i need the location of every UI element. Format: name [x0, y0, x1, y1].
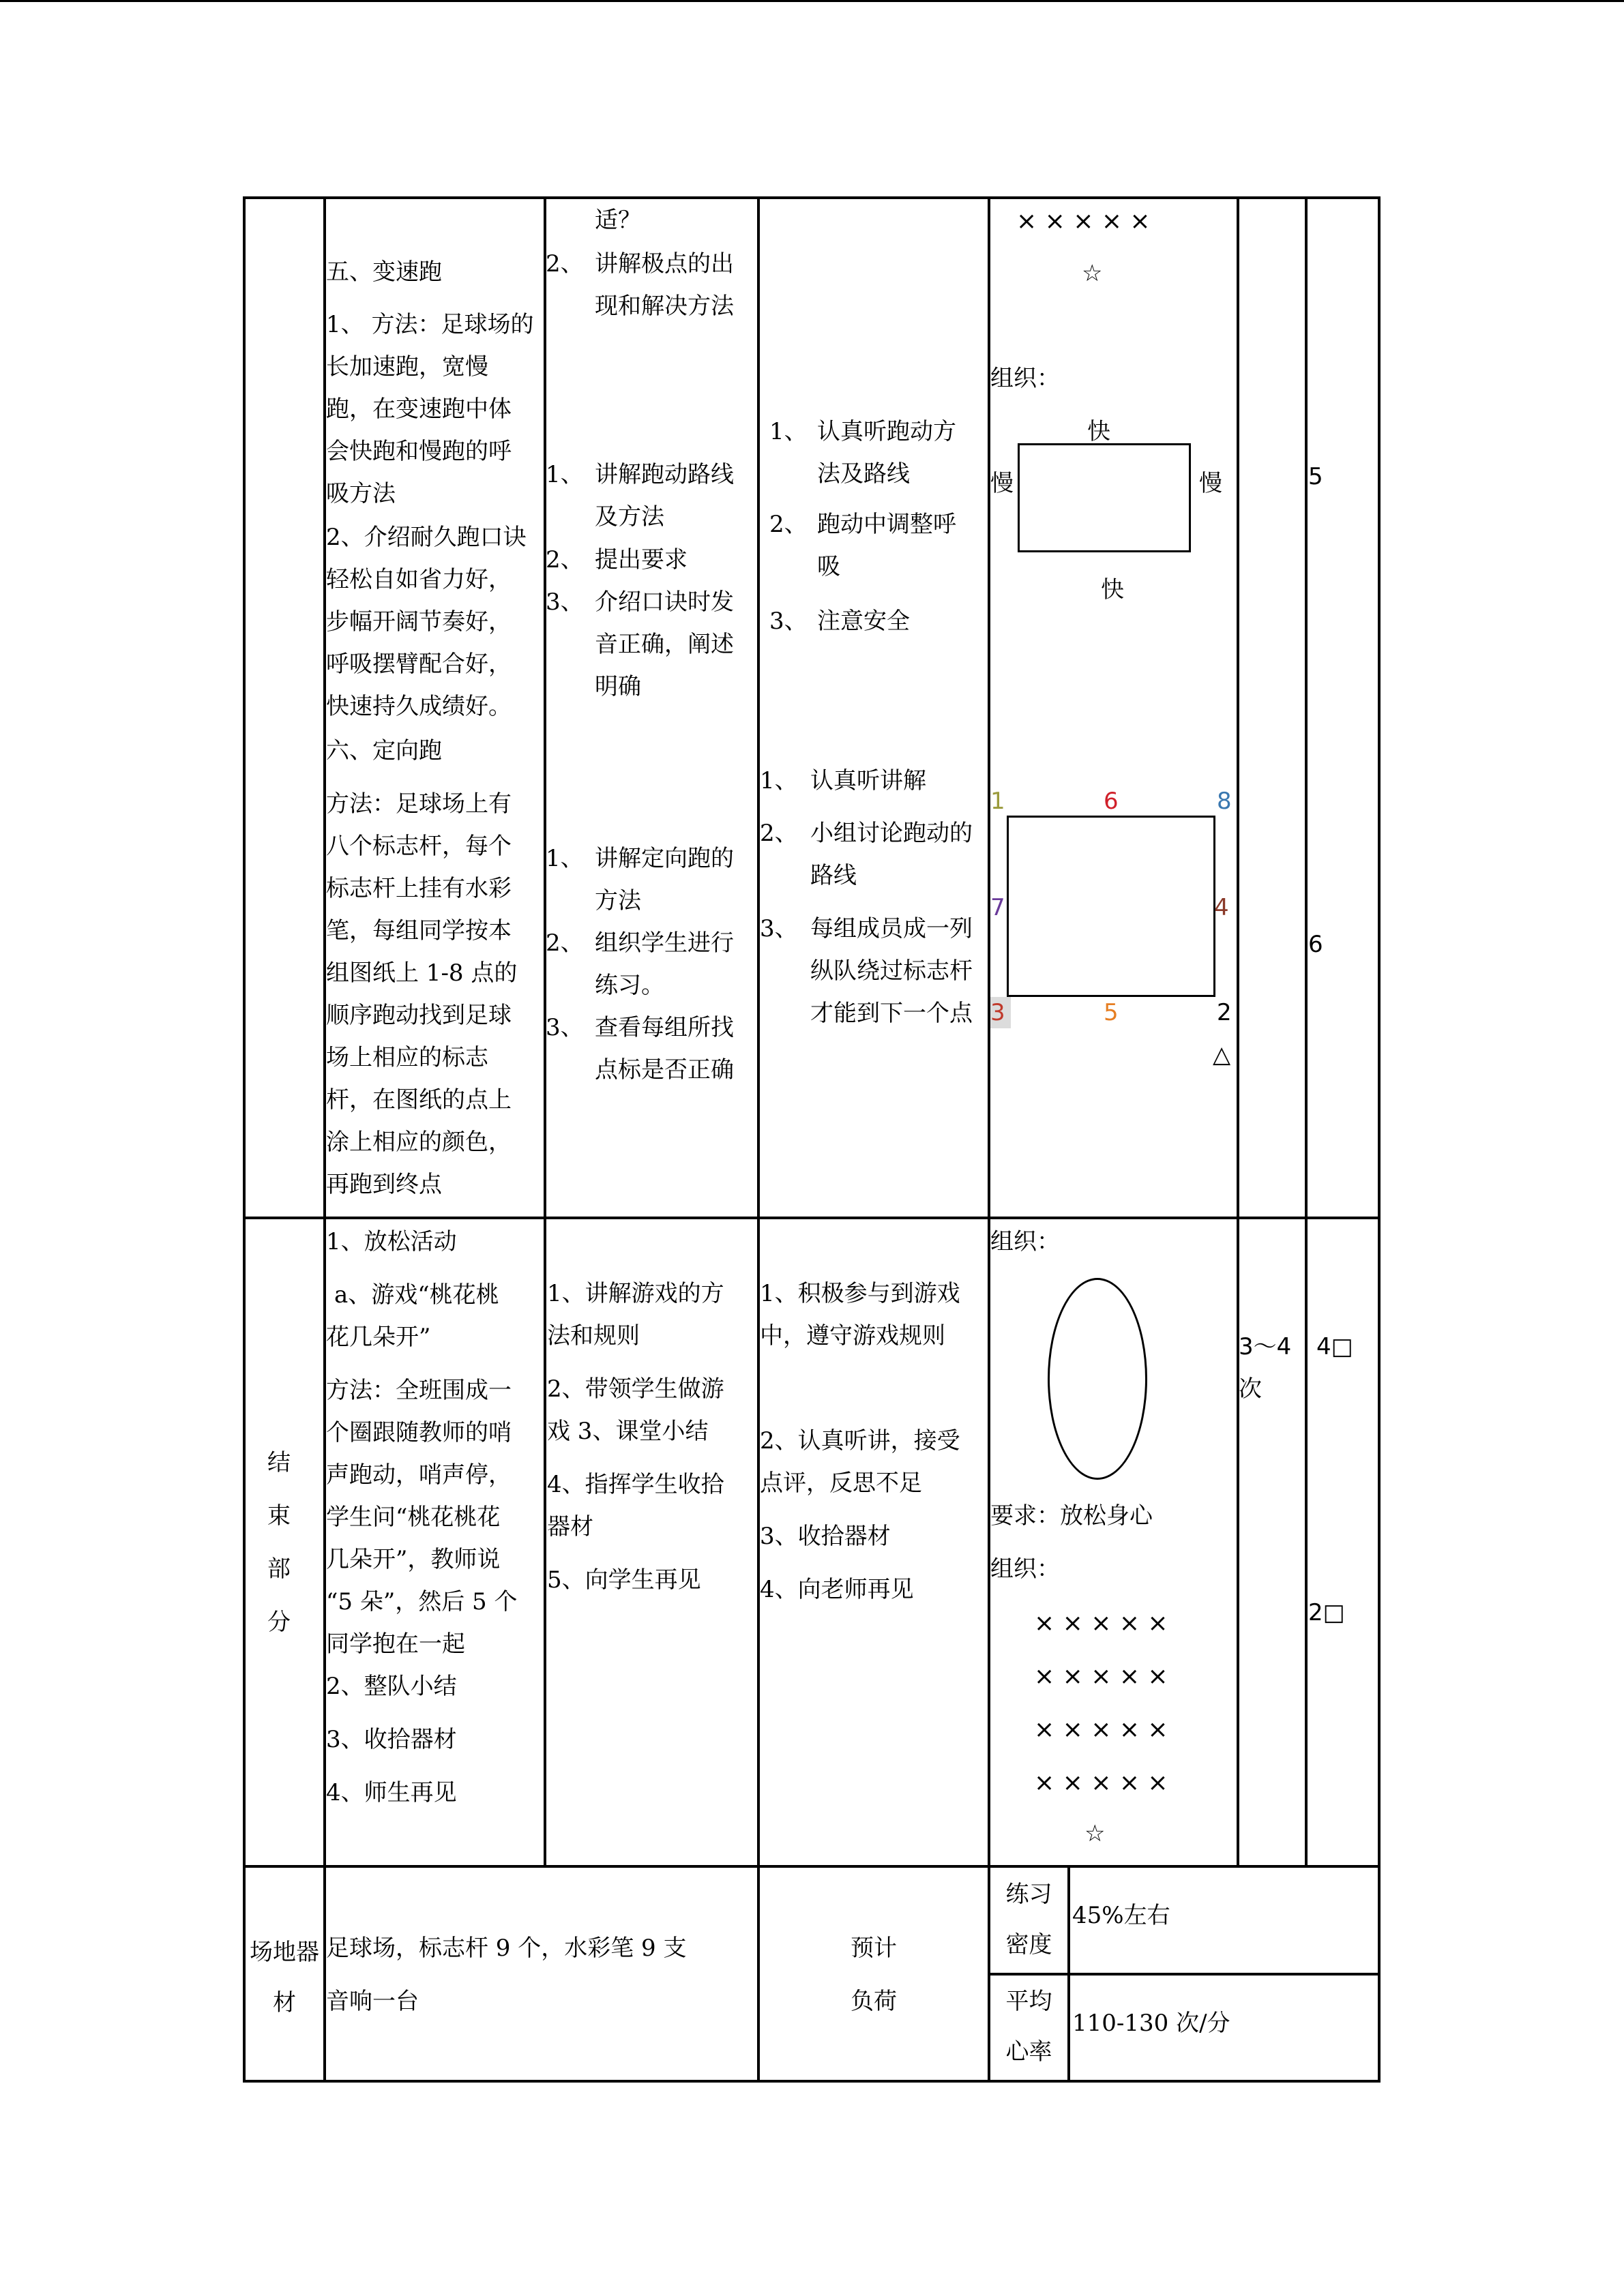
table-border-top	[243, 196, 1381, 199]
table-border-right	[1378, 196, 1381, 2083]
student-item-text: 注意安全	[817, 608, 910, 635]
equipment-list: 足球场，标志杆 9 个，水彩笔 9 支 音响一台	[326, 1935, 687, 2015]
duration-value: 4□	[1316, 1333, 1353, 1360]
practice-density-label: 练习 密度	[1005, 1881, 1052, 1958]
continued-text: 适？	[595, 207, 641, 234]
orienteering-method: 方法：足球场上有 八个标志杆，每个 标志杆上挂有水彩 笔，每组同学按本 组图纸上 1-8 点的 顺序跑动找到足球 场上相应的标志 杆，在图纸的点上 涂上相应的颜色， 再跑到终点	[326, 790, 518, 1198]
section-title-orienteering: 六、定向跑	[326, 737, 442, 764]
marker-point-7: 7	[990, 894, 1005, 921]
student-formation-row: × × × × ×	[1034, 1769, 1168, 1797]
student-item-number: 3、	[769, 608, 808, 635]
marker-point-8: 8	[1217, 788, 1232, 815]
col-divider	[1305, 196, 1308, 1866]
heart-rate-label: 平均 心率	[1005, 1988, 1052, 2066]
label-fast-top: 快	[1087, 418, 1110, 445]
organization-label: 组织：	[990, 365, 1060, 392]
student-formation-row: × × × × ×	[1016, 207, 1151, 235]
table-border-left	[243, 196, 246, 2083]
student-item-text: 小组讨论跑动的 路线	[810, 820, 973, 889]
col-divider	[757, 196, 760, 2083]
student-item-number: 2、	[760, 820, 798, 847]
teacher-item-text: 组织学生进行 练习。	[595, 929, 734, 999]
ending-teacher-activities: 1、讲解游戏的方 法和规则 2、带领学生做游 戏 3、课堂小结 4、指挥学生收拾 器材 5、向学生再见	[547, 1280, 724, 1594]
marker-point-1: 1	[990, 788, 1005, 815]
row-divider	[243, 1217, 1381, 1219]
student-formation-row: × × × × ×	[1034, 1716, 1168, 1744]
teacher-item-text: 讲解定向跑的 方法	[595, 845, 734, 914]
expected-load-label: 预计 负荷	[851, 1935, 897, 2015]
organization-label: 组织：	[990, 1555, 1060, 1583]
student-formation-row: × × × × ×	[1034, 1663, 1168, 1690]
teacher-item-number: 1、	[546, 461, 584, 488]
teacher-item-text: 讲解极点的出 现和解决方法	[595, 250, 734, 320]
student-item-text: 认真听讲解	[810, 767, 926, 794]
label-slow-right: 慢	[1199, 470, 1222, 497]
label-slow-left: 慢	[990, 470, 1014, 497]
teacher-item-number: 2、	[546, 250, 584, 278]
ending-content: 1、放松活动 a、游戏“桃花桃 花几朵开” 方法：全班围成一 个圈跟随教师的哨 声跑动，哨声停， 学生问“桃花桃花 几朵开”，教师说 “5 朵”，然后 5 个 同学抱在一起 2、整队小结 3、收拾器材 4、师生再见	[326, 1228, 518, 1806]
marker-point-3: 3	[990, 997, 1011, 1028]
heart-rate-value: 110-130 次/分	[1072, 2010, 1230, 2037]
organization-label: 组织：	[990, 1228, 1060, 1255]
section-label-ending: 结 束 部 分	[267, 1449, 291, 1636]
student-item-text: 每组成员成一列 纵队绕过标志杆 才能到下一个点	[810, 915, 973, 1027]
col-divider	[1237, 196, 1239, 1866]
variable-run-method: 1、 方法：足球场的 长加速跑，宽慢 跑，在变速跑中体 会快跑和慢跑的呼 吸方法	[326, 311, 534, 507]
teacher-item-text: 查看每组所找 点标是否正确	[595, 1014, 734, 1084]
student-item-number: 1、	[769, 418, 808, 445]
teacher-star-icon: ☆	[1082, 260, 1103, 287]
row-divider	[243, 1865, 1381, 1868]
endurance-run-mnemonic: 2、介绍耐久跑口诀 轻松自如省力好， 步幅开阔节奏好， 呼吸摆臂配合好， 快速持久成绩好。	[326, 524, 527, 720]
teacher-item-number: 3、	[546, 588, 584, 616]
teacher-item-text: 介绍口诀时发 音正确，阐述 明确	[595, 588, 734, 700]
label-fast-bottom: 快	[1101, 576, 1124, 603]
student-item-number: 3、	[760, 915, 798, 942]
teacher-item-text: 提出要求	[595, 546, 688, 573]
table-border-bottom	[243, 2080, 1381, 2083]
student-item-number: 1、	[760, 767, 798, 794]
marker-point-5: 5	[1104, 999, 1119, 1026]
marker-point-4: 4	[1214, 894, 1229, 921]
student-formation-row: × × × × ×	[1034, 1609, 1168, 1637]
marker-point-6: 6	[1104, 788, 1119, 815]
duration-value: 5	[1308, 463, 1323, 490]
section-title-variable-run: 五、变速跑	[326, 258, 442, 286]
duration-value: 2□	[1308, 1599, 1345, 1626]
student-item-number: 2、	[769, 511, 808, 538]
circle-formation-ellipse	[1048, 1278, 1147, 1480]
teacher-star-icon: ☆	[1084, 1820, 1106, 1847]
section-label-equipment: 场地器 材	[250, 1939, 319, 2016]
variable-run-field-rectangle	[1018, 443, 1191, 552]
duration-value: 6	[1308, 931, 1323, 958]
student-item-text: 跑动中调整呼 吸	[817, 511, 956, 580]
requirement-text: 要求：放松身心	[990, 1502, 1153, 1530]
repetitions: 3～4 次	[1239, 1333, 1292, 1403]
marker-point-2: 2	[1217, 999, 1232, 1026]
teacher-item-text: 讲解跑动路线 及方法	[595, 461, 734, 531]
teacher-item-number: 2、	[546, 546, 584, 573]
teacher-item-number: 2、	[546, 929, 584, 957]
ending-student-activities: 1、积极参与到游戏 中，遵守游戏规则 2、认真听讲，接受 点评，反思不足 3、收拾器材 4、向老师再见	[760, 1280, 960, 1603]
student-item-text: 认真听跑动方 法及路线	[817, 418, 956, 488]
orienteering-field-rectangle	[1007, 816, 1215, 997]
row-divider	[989, 1973, 1381, 1976]
practice-density-value: 45%左右	[1072, 1902, 1170, 1929]
teacher-item-number: 1、	[546, 845, 584, 872]
teacher-item-number: 3、	[546, 1014, 584, 1041]
finish-triangle-icon: △	[1213, 1041, 1231, 1069]
col-divider	[1067, 1865, 1070, 2083]
